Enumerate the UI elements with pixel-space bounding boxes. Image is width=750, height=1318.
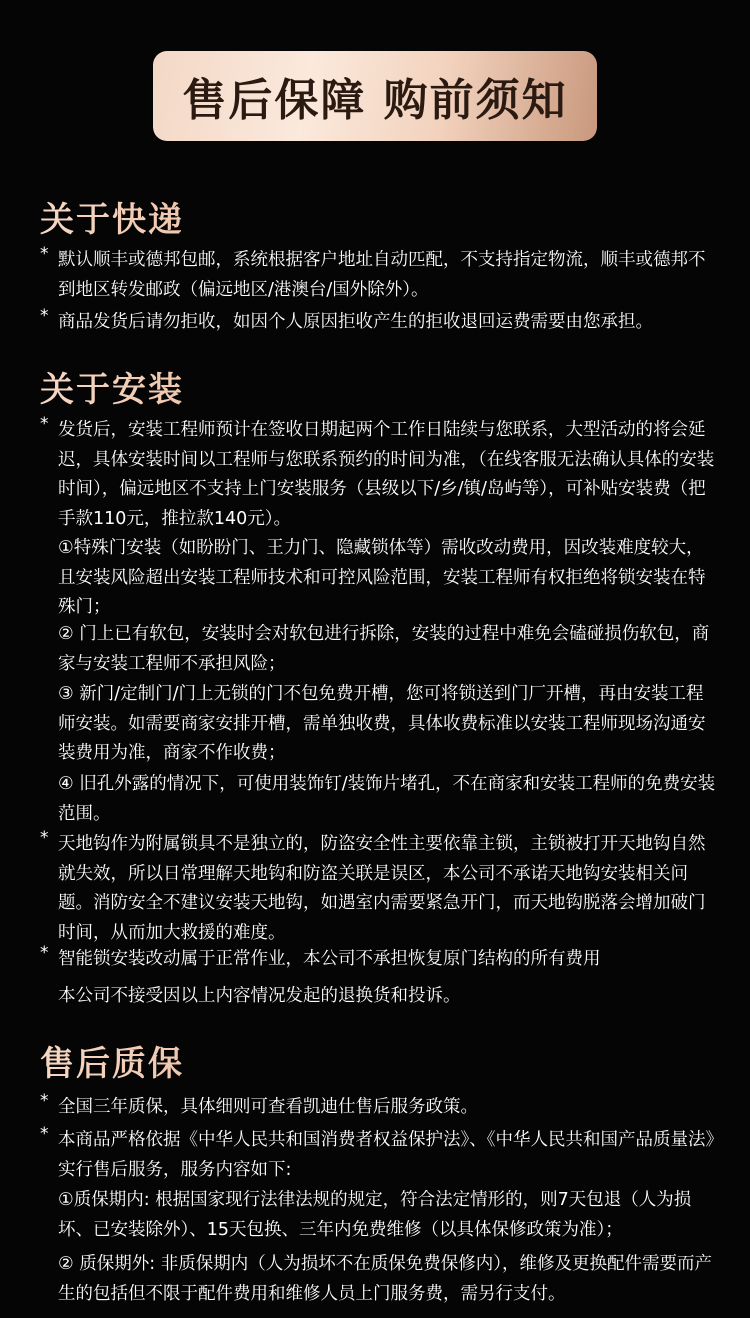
section-title-delivery: 关于快递 — [40, 192, 184, 241]
aftersale-item-text: 本商品严格依据《中华人民共和国消费者权益保护法》、《中华人民共和国产品质量法》实行售后服务，服务内容如下: — [58, 1130, 715, 1180]
install-sub-3 — [40, 680, 720, 769]
list-item: ③ 新门/定制门/门上无锁的门不包免费开槽，您可将锁送到门厂开槽，再由安装工程师安装。如需要商家安排开槽，需单独收费，具体收费标准以安装工程师现场沟通安装费用为准，商家不作收费； — [58, 684, 706, 763]
list-item — [40, 1126, 720, 1185]
section-title-aftersale: 售后质保 — [40, 1036, 184, 1085]
list-item: ①质保期内: 根据国家现行法律法规的规定，符合法定情形的，则7天包退（人为损坏、已安装除外）、15天包换、三年内免费维修（以具体保修政策为准）； — [58, 1190, 692, 1240]
aftersale-item-2 — [40, 1126, 720, 1185]
install-note — [40, 982, 720, 1012]
delivery-section-body-2 — [40, 308, 720, 338]
asterisk-icon: * — [40, 1124, 49, 1144]
install-sub-2 — [40, 620, 720, 679]
asterisk-icon: * — [40, 244, 49, 264]
list-item — [40, 945, 720, 975]
install-note-text: 本公司不接受因以上内容情况发起的退换货和投诉。 — [58, 986, 461, 1006]
aftersale-item-1 — [40, 1093, 720, 1123]
install-item-text: 智能锁安装改动属于正常作业，本公司不承担恢复原门结构的所有费用 — [58, 949, 601, 969]
header-banner — [153, 51, 597, 141]
delivery-item-text: 默认顺丰或德邦包邮，系统根据客户地址自动匹配，不支持指定物流，顺丰或德邦不到地区转发邮政（偏远地区/港澳台/国外除外）。 — [58, 250, 706, 300]
list-item — [40, 308, 720, 338]
install-item-3 — [40, 945, 720, 975]
install-item-2 — [40, 830, 720, 948]
page-title: 售后保障 购前须知 — [182, 75, 568, 126]
list-item: ①特殊门安装（如盼盼门、王力门、隐藏锁体等）需收改动费用，因改装难度较大，且安装风险超出安装工程师技术和可控风险范围，安装工程师有权拒绝将锁安装在特殊门； — [58, 538, 706, 617]
aftersale-item-text: 全国三年质保，具体细则可查看凯迪仕售后服务政策。 — [58, 1097, 478, 1117]
install-item-text: 发货后，安装工程师预计在签收日期起两个工作日陆续与您联系，大型活动的将会延迟，具体安装时间以工程师与您联系预约的时间为准，（在线客服无法确认具体的安装时间），偏远地区不支持上门安装服务（县级以下/乡/镇/岛屿等），可补贴安装费（把手款110元，推拉款140元）。 — [58, 420, 715, 529]
delivery-section-body — [40, 246, 720, 305]
list-item — [40, 246, 720, 305]
list-item: ② 门上已有软包，安装时会对软包进行拆除，安装的过程中难免会磕碰损伤软包，商家与安装工程师不承担风险； — [58, 624, 710, 674]
asterisk-icon: * — [40, 1091, 49, 1111]
aftersale-sub-1 — [40, 1186, 720, 1245]
install-item-1 — [40, 416, 720, 534]
list-item — [40, 416, 720, 534]
list-item — [40, 830, 720, 948]
install-sub-1 — [40, 534, 720, 623]
asterisk-icon: * — [40, 414, 49, 434]
list-item: ④ 旧孔外露的情况下，可使用装饰钉/装饰片堵孔，不在商家和安装工程师的免费安装范围。 — [58, 774, 716, 824]
list-item: ② 质保期外: 非质保期内（人为损坏不在质保免费保修内），维修及更换配件需要而产生的包括但不限于配件费用和维修人员上门服务费，需另行支付。 — [58, 1254, 712, 1304]
delivery-item-text: 商品发货后请勿拒收，如因个人原因拒收产生的拒收退回运费需要由您承担。 — [58, 312, 653, 332]
asterisk-icon: * — [40, 828, 49, 848]
list-item — [40, 1093, 720, 1123]
asterisk-icon: * — [40, 943, 49, 963]
section-title-install: 关于安装 — [40, 362, 184, 411]
install-sub-4 — [40, 770, 720, 829]
asterisk-icon: * — [40, 306, 49, 326]
install-item-text: 天地钩作为附属锁具不是独立的，防盗安全性主要依靠主锁，主锁被打开天地钩自然就失效，所以日常理解天地钩和防盗关联是误区，本公司不承诺天地钩安装相关问题。消防安全不建议安装天地钩，如遇室内需要紧急开门，而天地钩脱落会增加破门时间，从而加大救援的难度。 — [58, 834, 706, 943]
aftersale-sub-2 — [40, 1250, 720, 1309]
